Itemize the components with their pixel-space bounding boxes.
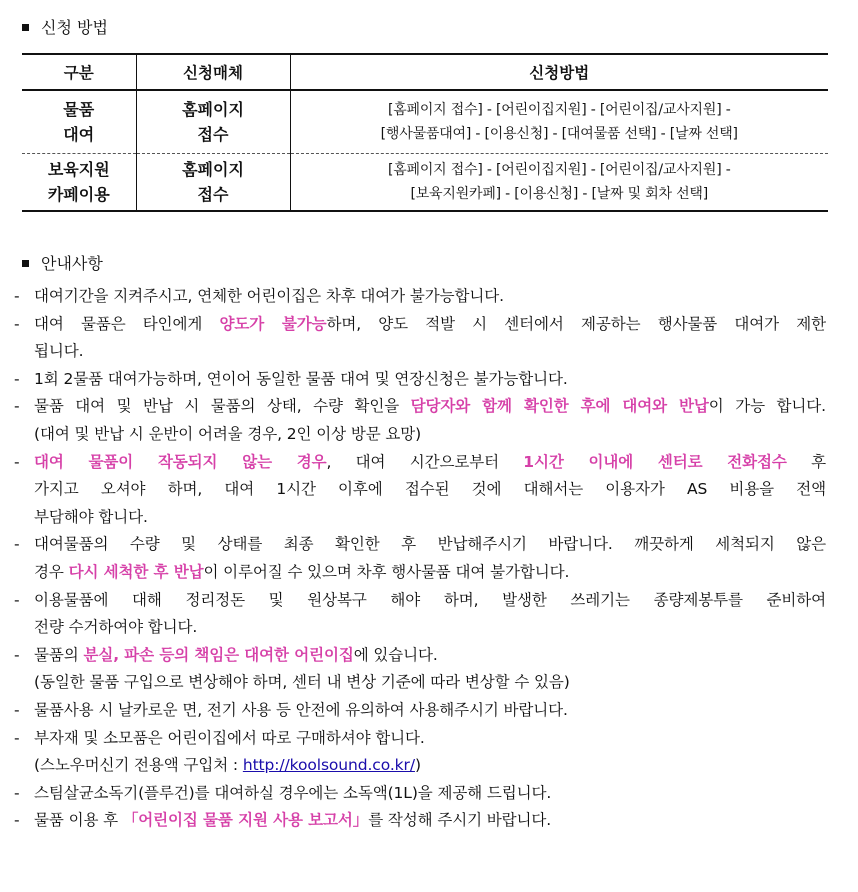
list-item: - 스팀살균소독기(플루건)를 대여하실 경우에는 소독액(1L)을 제공해 드립니다. (14, 783, 552, 802)
list-item: - 대여 물품은 타인에게 양도가 불가능하며, 양도 적발 시 센터에서 제공하는 행사물품 대여가 제한 됩니다. (14, 314, 826, 361)
list-item: - 대여기간을 지켜주시고, 연체한 어린이집은 차후 대여가 불가능합니다. (14, 287, 504, 305)
table-header-method: 신청방법 (290, 54, 828, 90)
square-bullet-icon (22, 24, 29, 31)
list-item: - 물품 대여 및 반납 시 물품의 상태, 수량 확인을 담당자와 함께 확인한 후에 대여와 반납이 가능 합니다. (대여 및 반납 시 운반이 어려울 경우, 2인 이상 방문 요망) (14, 397, 826, 443)
table-row (22, 90, 828, 154)
table-header-category: 구분 (22, 54, 136, 90)
square-bullet-icon (22, 260, 29, 267)
list-item: - 물품의 분실, 파손 등의 책임은 대여한 어린이집에 있습니다. (동일한 물품 구입으로 변상해야 하며, 센터 내 변상 기준에 따라 변상할 수 있음) (14, 645, 570, 692)
section-title: 신청 방법 (41, 18, 108, 37)
section-heading-apply-method (22, 17, 108, 39)
list-item: - 부자재 및 소모품은 어린이집에서 따로 구매하셔야 합니다. (스노우머신기 전용액 구입처 : http://koolsound.co.kr/) (14, 728, 425, 775)
highlight-text: 다시 세척한 후 반납 (68, 562, 204, 581)
list-item: - 물품 이용 후 「어린이집 물품 지원 사용 보고서」를 작성해 주시기 바랍니다. (14, 811, 552, 830)
section-heading-notice (22, 253, 103, 275)
highlight-text: 대여 물품이 작동되지 않는 경우 (34, 452, 327, 471)
list-item: - 대여 물품이 작동되지 않는 경우, 대여 시간으로부터 1시간 이내에 센터로 전화접수 후 가지고 오셔야 하며, 대여 1시간 이후에 접수된 것에 대해서는 이용자가 AS 비용을 전액 부담해야 합니다. (14, 452, 826, 526)
table-cell-medium: 홈페이지 접수 (136, 90, 290, 154)
section-title: 안내사항 (41, 254, 103, 273)
table-header-row (22, 54, 828, 90)
list-item: - 1회 2물품 대여가능하며, 연이어 동일한 물품 대여 및 연장신청은 불가능합니다. (14, 369, 568, 388)
table-row (22, 154, 828, 212)
table-cell-category: 물품 대여 (22, 90, 136, 154)
table-cell-medium: 홈페이지 접수 (136, 154, 290, 212)
notice-list (14, 283, 826, 835)
list-item: - 이용물품에 대해 정리정돈 및 원상복구 해야 하며, 발생한 쓰레기는 종량제봉투를 준비하여 전량 수거하여야 합니다. (14, 590, 826, 637)
list-item: - 물품사용 시 날카로운 면, 전기 사용 등 안전에 유의하여 사용해주시기 바랍니다. (14, 700, 568, 719)
koolsound-link[interactable]: http://koolsound.co.kr/ (242, 756, 415, 775)
list-item: - 대여물품의 수량 및 상태를 최종 확인한 후 반납해주시기 바랍니다. 깨끗하게 세척되지 않은 경우 다시 세척한 후 반납이 이루어질 수 있으며 차후 행사물품 대여 불가합니다. (14, 535, 826, 581)
table-cell-method: [홈페이지 접수] - [어린이집지원] - [어린이집/교사지원] - [보육지원카페] - [이용신청] - [날짜 및 회차 선택] (290, 154, 828, 212)
table-cell-category: 보육지원 카페이용 (22, 154, 136, 212)
highlight-text: 양도가 불가능 (219, 314, 327, 333)
table-header-medium: 신청매체 (136, 54, 290, 90)
highlight-text: 분실, 파손 등의 책임은 대여한 어린이집 (83, 645, 354, 664)
application-method-table (22, 53, 828, 212)
highlight-text: 담당자와 함께 확인한 후에 대여와 반납 (410, 397, 709, 416)
highlight-text: 「어린이집 물품 지원 사용 보고서」 (122, 811, 369, 830)
table-cell-method: [홈페이지 접수] - [어린이집지원] - [어린이집/교사지원] - [행사물품대여] - [이용신청] - [대여물품 선택] - [날짜 선택] (290, 90, 828, 154)
highlight-text: 1시간 이내에 센터로 전화접수 (523, 452, 787, 471)
